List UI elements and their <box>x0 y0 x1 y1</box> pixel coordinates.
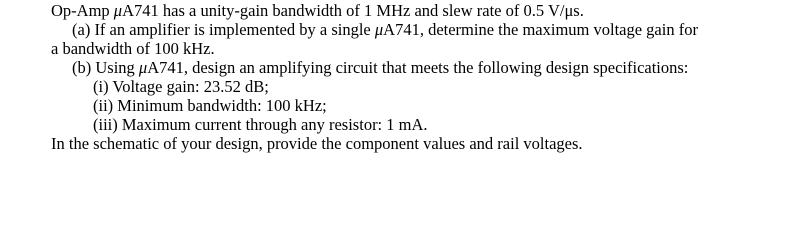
spec-max-current: (iii) Maximum current through any resistor: 1 mA. <box>93 115 428 134</box>
intro-rest: A741 has a unity-gain bandwidth of 1 MHz and slew rate of 0.5 V/μs. <box>122 1 584 20</box>
part-a-line-1 <box>51 20 791 39</box>
closing-line: In the schematic of your design, provide the component values and rail voltages. <box>51 134 583 153</box>
spec-voltage-gain: (i) Voltage gain: 23.52 dB; <box>93 77 269 96</box>
part-b-prefix: (b) Using <box>72 58 139 77</box>
spec-bandwidth: (ii) Minimum bandwidth: 100 kHz; <box>93 96 327 115</box>
intro-line <box>51 1 791 20</box>
intro-prefix: Op-Amp <box>51 1 114 20</box>
mu-symbol: μ <box>374 20 384 39</box>
part-a-line-2: a bandwidth of 100 kHz. <box>51 39 215 58</box>
problem-statement <box>51 1 791 153</box>
part-b-rest: A741, design an amplifying circuit that meets the following design specifications: <box>147 58 689 77</box>
mu-symbol: μ <box>138 58 148 77</box>
part-a-prefix: (a) If an amplifier is implemented by a single <box>72 20 375 39</box>
part-b-line <box>51 58 791 77</box>
part-a-rest: A741, determine the maximum voltage gain for <box>383 20 698 39</box>
mu-symbol: μ <box>113 1 123 20</box>
